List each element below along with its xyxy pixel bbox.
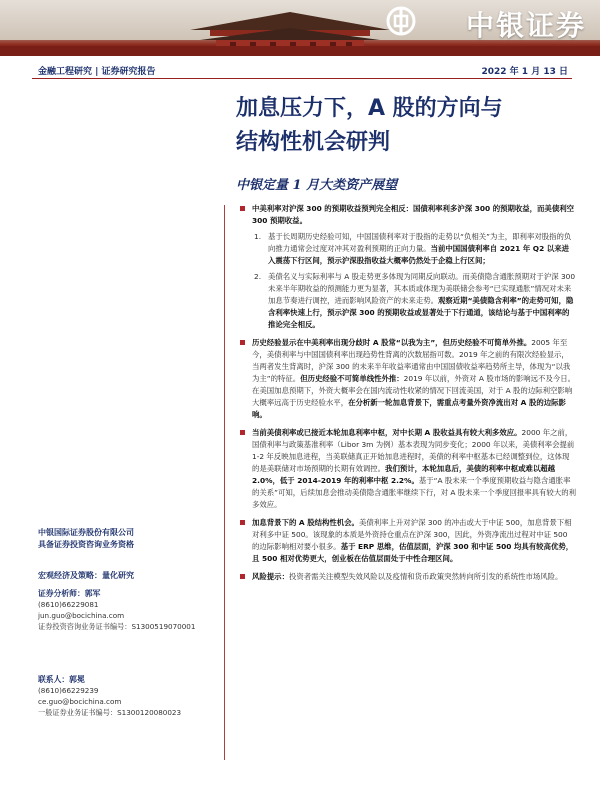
point-lead: 历史经验显示在中美利率出现分歧时 A 股常“以我为主”，但历史经验不可简单外推。 [252, 338, 532, 347]
company-info [38, 527, 134, 551]
header-banner [0, 0, 600, 56]
contact-phone: (8610)66229239 [38, 686, 99, 695]
contact-card [38, 674, 181, 718]
banner-red-wall [0, 46, 600, 56]
analyst-license: 证券投资咨询业务证书编号：S1300519070001 [38, 622, 196, 631]
point-lead: 中美利率对沪深 300 的预期收益预判完全相反：国债利率利多沪深 300 的预期收益，而美债利空 300 预期收益。 [252, 204, 574, 225]
boc-logo-icon [385, 5, 417, 37]
title-line-1: 加息压力下，A 股的方向与 [236, 96, 503, 121]
bullet-square-icon [240, 574, 245, 579]
bullet-square-icon [240, 430, 245, 435]
point-highlight: 低于 2014-2019 年的利率中枢 2.2%。 [279, 476, 419, 485]
summary-body [238, 203, 576, 589]
point-highlight: 基于 ERP 思维，估值层面，沪深 300 和中证 500 均具有较高优势，且 500 相对优势更大，创业板在估值层面处于中性合理区间。 [252, 542, 574, 563]
summary-point-3 [238, 427, 576, 511]
column-divider [224, 205, 225, 760]
report-date: 2022 年 1 月 13 日 [481, 67, 568, 77]
analyst-role: 证券分析师：郭军 [38, 589, 101, 598]
contact-role: 联系人：郭冕 [38, 675, 85, 684]
sub-point-text: 美债名义与实际利率与 A 股走势更多体现为同期反向联动。而美债隐含通胀预期对于沪深 300 未来半年期收益的预测能力更为显著，其本质或体现为美联储会参考“已实现通胀”情况对未来加息节奏进行调控，进而影响风险资产的未来走势。 [268, 272, 576, 305]
sub-point-highlight: 观察近期“美债隐含利率”的走势可知，隐含利率快速上行，预示沪深 300 的预期收益或显著处于下行通道，该结论与基于中国利率的推论完全相反。 [268, 296, 574, 329]
sub-point-1 [254, 231, 576, 267]
point-highlight: 在分析新一轮加息背景下，需重点考量外资净流出对 A 股的边际影响。 [252, 398, 566, 419]
report-subtitle: 中银定量 1 月大类资产展望 [236, 178, 398, 193]
sub-point-number: 2. [254, 272, 262, 281]
summary-point-5 [238, 571, 576, 583]
analyst-phone: (8610)66229081 [38, 600, 99, 609]
summary-point-2 [238, 337, 576, 421]
point-lead: 加息背景下的 A 股结构性机会。 [252, 518, 359, 527]
point-lead: 风险提示： [252, 572, 289, 581]
company-name: 中银国际证券股份有限公司 [38, 528, 134, 537]
point-text: 2019 年以前，外资对 A 股市场的影响远不及今日。在美国加息预期下，外资大概率会在国内流动性收紧的情况下回流美国，对于 A 股的边际利空影响大概率远高于历史经验水平， [252, 374, 576, 407]
point-lead: 当前美债利率或已接近本轮加息利率中枢，对中长期 A 股收益具有较大利多效应。 [252, 428, 522, 437]
point-text: 2005 年至今，美债利率与中国国债利率出现趋势性背离的次数屈指可数。2019 年之前的有限次经验显示，当两者发生背离时，沪深 300 的未来半年收益率通常由中国国债收益率趋势所主导，体现为“以我为主”的特征。 [252, 338, 571, 383]
summary-point-4 [238, 517, 576, 565]
point-highlight: 但历史经验不可简单线性外推： [300, 374, 404, 383]
bullet-square-icon [240, 206, 245, 211]
analyst-card [38, 588, 195, 632]
report-title [236, 92, 576, 160]
point-text: 投资者需关注模型失效风险以及疫情和货币政策突然转向所引发的系统性市场风险。 [288, 572, 563, 581]
bullet-square-icon [240, 340, 245, 345]
point-text: 基于“A 股未来一个季度预期收益与隐含通胀率的关系”可知，后续加息会推动美债隐含通胀率继续下行，对 A 股未来一个季度回报率具有较大的利多效应。 [252, 476, 576, 509]
header-divider [32, 78, 572, 79]
sub-point-highlight: 当前中国国债利率自 2021 年 Q2 以来进入震荡下行区间，预示沪深股指收益大概率仍然处于企稳上行区间； [268, 244, 569, 265]
report-category: 金融工程研究 | 证券研究报告 [38, 67, 156, 77]
point-highlight: 我们预计，本轮加息后，美债的利率中枢或难以超越 2.0%， [252, 464, 556, 485]
sub-point-text: 基于长周期历史经验可知，中国国债利率对于股指的走势以“负相关”为主，即利率对股指的负向推力通常会过度对冲其对盈利预期的正向力量。 [268, 232, 572, 253]
brand-logo-text: 中银证券 [465, 9, 586, 42]
summary-point-1 [238, 203, 576, 331]
point-text: 美债利率上升对沪深 300 的冲击或大于中证 500，加息背景下相对利多中证 500。该现象的本质是外资持仓重点在沪深 300，因此，外资净流出过程对中证 500 的边际影响相对要小很多。 [252, 518, 572, 551]
contact-email[interactable]: ce.guo@bocichina.com [38, 697, 122, 706]
point-text: 2000 年之前，国债利率与政策基准利率（Libor 3m 为例）基本表现为同步变化；2000 年以来，美债利率会提前 1-2 年反映加息进程，当美联储真正开始加息进程时，美债的利率中枢基本已经调整到位，这体现的是美联储对市场预期的长期有效调控。 [252, 428, 575, 473]
sub-point-number: 1. [254, 232, 262, 241]
research-group: 宏观经济及策略：量化研究 [38, 571, 134, 580]
contact-license: 一般证券业务证书编号：S1300120080023 [38, 708, 182, 717]
company-qualification: 具备证券投资咨询业务资格 [38, 540, 134, 549]
analyst-email[interactable]: jun.guo@bocichina.com [38, 611, 125, 620]
title-line-2: 结构性机会研判 [236, 130, 391, 155]
sub-point-2 [254, 271, 576, 331]
bullet-square-icon [240, 520, 245, 525]
